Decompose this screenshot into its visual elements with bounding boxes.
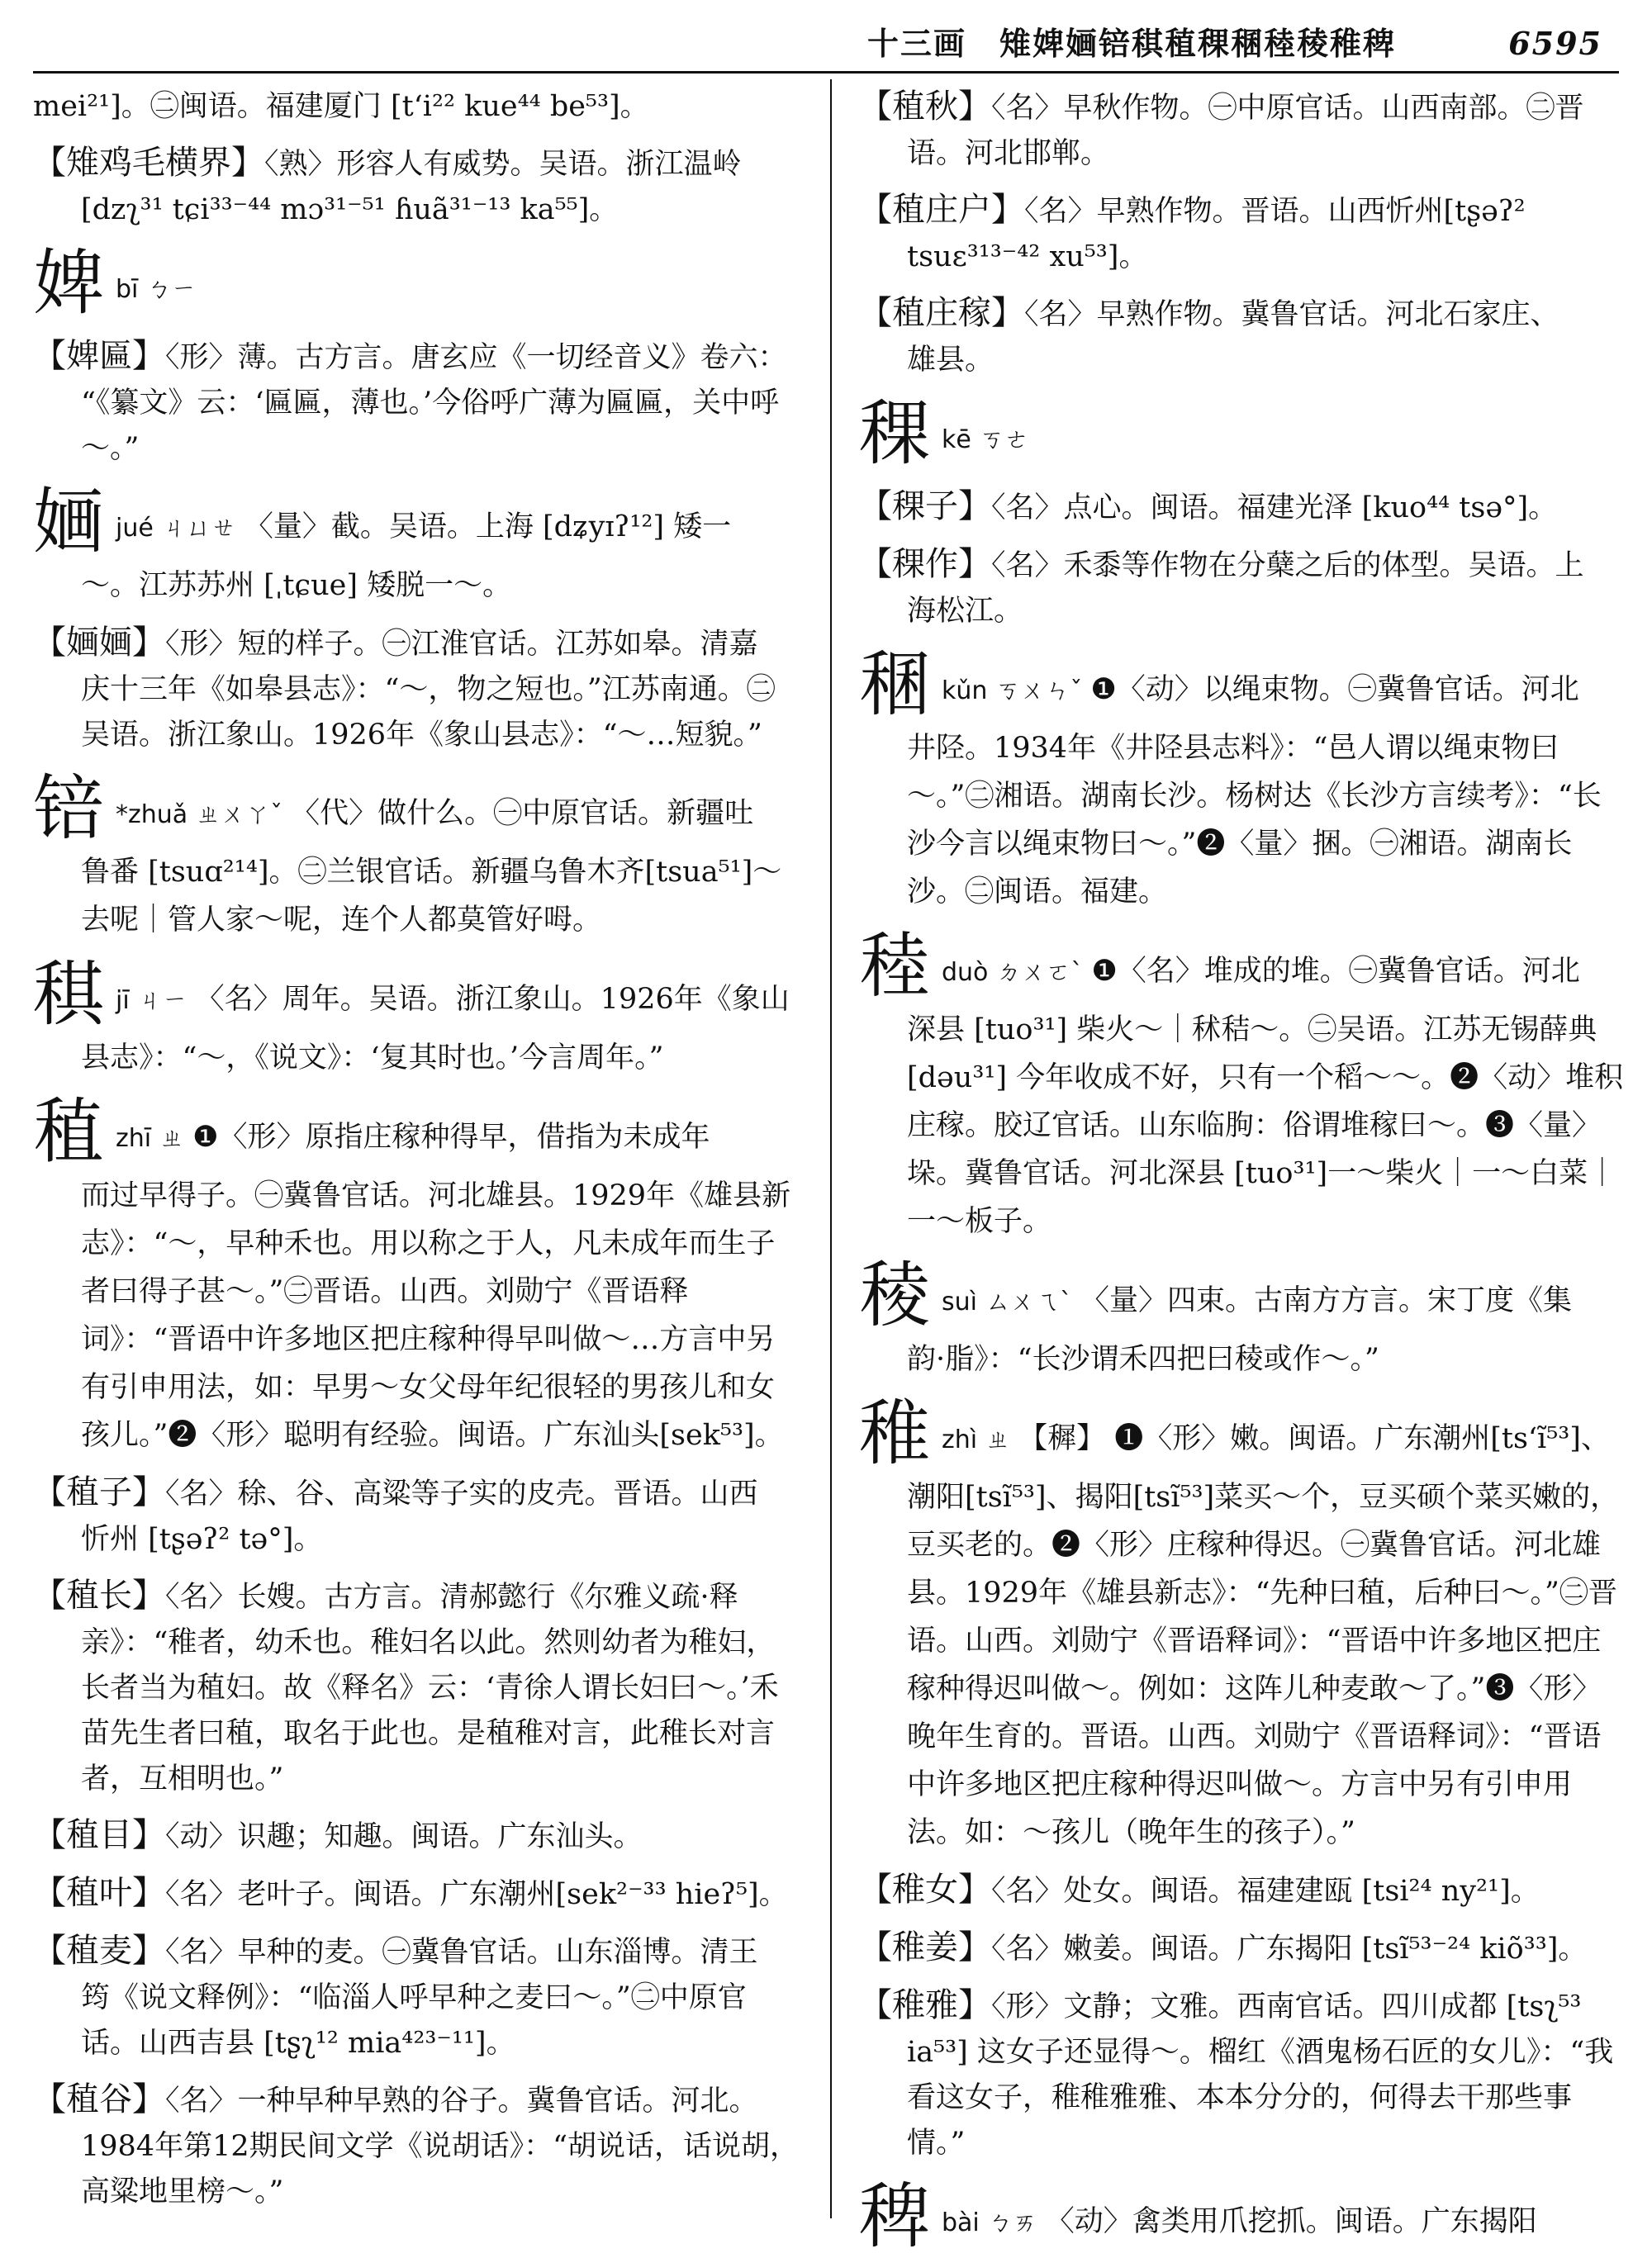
sub-entry [33, 140, 801, 233]
headword-character: 稛 [859, 643, 930, 726]
pinyin: jué [116, 514, 154, 543]
entry-definition: 〈名〉早熟作物。冀鲁官话。河北石家庄、 [1024, 298, 1559, 331]
entry-definition: ❶〈形〉原指庄稼种得早，借指为未成年 [192, 1121, 710, 1154]
entry-definition: 〈动〉禽类用爪挖抓。闽语。广东揭阳 [1045, 2205, 1537, 2238]
entry-continuation: 韵·脂》：“长沙谓禾四把曰稜或作～。” [907, 1343, 1379, 1376]
entry-continuation: ～。江苏苏州 [ˌtɕue] 矮脱一～。 [81, 569, 512, 602]
page-header [33, 17, 1619, 74]
entry-definition: 〈名〉早种的麦。㊀冀鲁官话。山东淄博。清王 [165, 1936, 758, 1969]
entry-definition: 〈名〉早熟作物。晋语。山西忻州[tʂəʔ² [1024, 195, 1526, 228]
zhuyin: ㄅㄧ [146, 275, 197, 304]
sub-entry [859, 484, 1627, 531]
zhuyin: ㄐㄧ [137, 986, 188, 1015]
sub-headword: 【 婳婳 】 [33, 624, 165, 662]
entry-definition: 〈量〉四束。古南方方言。宋丁度《集 [1080, 1284, 1572, 1317]
zhuyin: ㄎㄜ [979, 425, 1029, 454]
entry-continuation: tsuɛ³¹³⁻⁴² xu⁵³]。 [907, 240, 1148, 273]
headword-character: 稞 [859, 392, 930, 475]
sub-headword: 【 稙秋 】 [859, 88, 991, 126]
pinyin: duò [942, 958, 989, 987]
continued-text: mei²¹]。㊁闽语。福建厦门 [tʻi²² kue⁴⁴ be⁵³]。 [33, 90, 649, 123]
zhuyin: ㄓㄨㄚˇ [196, 800, 283, 829]
sub-headword: 【 稚女 】 [859, 1871, 991, 1909]
sub-entry [859, 291, 1627, 383]
sub-entry [33, 1470, 801, 1563]
char-entry [859, 1394, 1627, 1857]
sub-headword: 【 稚姜 】 [859, 1928, 991, 1966]
entry-definition: 〈名〉早秋作物。㊀中原官话。山西南部。㊁晋 [991, 92, 1584, 125]
sub-entry [33, 1573, 801, 1802]
sub-headword: 【 稙庄户 】 [859, 191, 1024, 229]
char-entry [859, 2177, 1627, 2256]
char-entry [33, 482, 801, 610]
sub-headword: 【 稙子 】 [33, 1473, 165, 1511]
entry-continuation: 而过早得子。㊀冀鲁官话。河北雄县。1929年《雄县新志》：“～，早种禾也。用以称之于人，凡未成年而生子者曰得子甚～。”㊁晋语。山西。刘勋宁《晋语释词》：“晋语中许多地区把庄稼种得早叫做～…方言中另有引申用法，如：早男～女父母年纪很轻的男孩儿和女孩儿。”❷〈形〉聪明有经验。闽语。广东汕头[sek⁵³]。 [81, 1179, 791, 1452]
pinyin: bī [116, 275, 139, 304]
entry-definition: 〈动〉识趣；知趣。闽语。广东汕头。 [165, 1820, 643, 1853]
headword-character: 稘 [33, 953, 104, 1036]
entry-definition: 〈名〉周年。吴语。浙江象山。1926年《象山 [195, 983, 790, 1016]
sub-entry [33, 620, 801, 758]
sub-headword: 【 稙庄稼 】 [859, 294, 1024, 332]
zhuyin: ㄉㄨㄛˋ [996, 958, 1084, 987]
char-entry [33, 769, 801, 944]
pinyin: kǔn [942, 676, 988, 705]
sub-entry [859, 1925, 1627, 1972]
headword-character: 稑 [859, 925, 930, 1008]
header-title: 十三画 雉婢婳锫稘稙稞稛稑稜稚稗 [866, 25, 1396, 62]
sub-entry [859, 542, 1627, 634]
zhuyin: ㄙㄨㄟˋ [985, 1288, 1072, 1316]
column-divider [830, 79, 832, 2218]
pinyin: zhì [942, 1425, 978, 1454]
sub-entry [33, 1928, 801, 2066]
entry-definition: 〈名〉老叶子。闽语。广东潮州[sek²⁻³³ hieʔ⁵]。 [165, 1878, 788, 1911]
headword-character: 锫 [33, 767, 104, 850]
char-entry [33, 244, 801, 323]
right-column [859, 84, 1627, 2258]
sub-entry [859, 1867, 1627, 1914]
entry-continuation: 亲》：“稚者，幼禾也。稚妇名以此。然则幼者为稚妇，长者当为稙妇。故《释名》云：‘青徐人谓长妇曰～。’禾苗先生者曰稙，取名于此也。是稙稚对言，此稚长对言者，互相明也。” [81, 1626, 779, 1795]
entry-definition: 〈形〉文静；文雅。西南官话。四川成都 [tsʅ⁵³ [991, 1990, 1582, 2023]
entry-definition: 〈熟〉形容人有威势。吴语。浙江温岭 [264, 148, 742, 181]
zhuyin: ㄓ [985, 1425, 1011, 1454]
sub-entry [33, 334, 801, 472]
entry-continuation: ia⁵³] 这女子还显得～。榴红《酒鬼杨石匠的女儿》：“我看这女子，稚稚雅雅、本本分分的，何得去干那些事情。” [907, 2036, 1614, 2160]
entry-continuation: 海松江。 [907, 595, 1023, 628]
char-entry [859, 645, 1627, 916]
entry-definition: 〈名〉一种早种早熟的谷子。冀鲁官话。河北。 [165, 2085, 758, 2118]
char-entry [33, 955, 801, 1082]
entry-continuation: 语。河北邯郸。 [907, 137, 1110, 170]
entry-continuation: 井陉。1934年《井陉县志料》：“邑人谓以绳束物曰～。”㊁湘语。湖南长沙。杨树达《长沙方言续考》：“长沙今言以绳束物曰～。”❷〈量〉捆。㊀湘语。湖南长沙。㊁闽语。福建。 [907, 732, 1602, 908]
char-entry [859, 394, 1627, 473]
entry-definition: 〈名〉稌、谷、高粱等子实的皮壳。晋语。山西 [165, 1478, 758, 1511]
entry-continuation: 筠《说文释例》：“临淄人呼早种之麦曰～。”㊁中原官话。山西吉县 [tʂʅ¹² mia⁴²³⁻¹¹]。 [81, 1981, 747, 2060]
entry-continuation: 鲁番 [tsuɑ²¹⁴]。㊁兰银官话。新疆乌鲁木齐[tsua⁵¹]～去呢｜管人家～呢，连个人都莫管好呣。 [81, 856, 782, 937]
headword-character: 稜 [859, 1255, 930, 1337]
sub-headword: 【 稙叶 】 [33, 1874, 165, 1912]
entry-definition: 〈名〉长嫂。古方言。清郝懿行《尔雅义疏·释 [165, 1581, 738, 1614]
headword-character: 稗 [859, 2175, 930, 2258]
zhuyin: ㄐㄩㄝ [161, 514, 236, 543]
entry-definition: ❶〈名〉堆成的堆。㊀冀鲁官话。河北 [1091, 955, 1580, 988]
sub-headword: 【 稙谷 】 [33, 2080, 165, 2118]
headword-character: 稚 [859, 1392, 930, 1475]
pinyin: jī [116, 986, 130, 1015]
headword-character: 稙 [33, 1091, 104, 1174]
entry-continuation: 县志》：“～，《说文》：‘复其时也。’今言周年。” [81, 1041, 664, 1074]
sub-entry [859, 1983, 1627, 2166]
entry-definition: 〈名〉处女。闽语。福建建瓯 [tsi²⁴ ny²¹]。 [991, 1875, 1540, 1908]
sub-headword: 【 稙目 】 [33, 1816, 165, 1854]
pinyin: suì [942, 1288, 977, 1316]
entry-continuation: 深县 [tuo³¹] 柴火～｜秫秸～。㊁吴语。江苏无锡薛典 [dəu³¹] 今年收成不好，只有一个稻～～。❷〈动〉堆积庄稼。胶辽官话。山东临朐：俗谓堆稼曰～。❸〈量〉垛。冀鲁官话。河北深县 [tuo³¹]一～柴火｜一～白菜｜一～板子。 [907, 1013, 1624, 1238]
char-entry [859, 927, 1627, 1245]
zhuyin: ㄅㄞ [987, 2208, 1037, 2237]
sub-entry [859, 84, 1627, 177]
sub-entry [859, 187, 1627, 280]
entry-definition: 〈名〉点心。闽语。福建光泽 [kuo⁴⁴ tsə°]。 [991, 491, 1558, 524]
sub-headword: 【 稞子 】 [859, 487, 991, 525]
entry-definition: 〈代〉做什么。㊀中原官话。新疆吐 [291, 797, 754, 830]
sub-headword: 【 稙长 】 [33, 1577, 165, 1615]
zhuyin: ㄎㄨㄣˇ [995, 676, 1083, 705]
sub-entry [33, 2077, 801, 2215]
sub-headword: 【 稞作 】 [859, 545, 991, 583]
entry-definition: 〈形〉薄。古方言。唐玄应《一切经音义》卷六： [165, 341, 787, 374]
entry-continuation: “《纂文》云：‘匾匾，薄也。’今俗呼广薄为匾匾，关中呼～。” [81, 387, 780, 465]
entry-definition: 【穉】 ❶〈形〉嫩。闽语。广东潮州[tsʻĩ⁵³]、 [1018, 1422, 1610, 1455]
entry-definition: ❶〈动〉以绳束物。㊀冀鲁官话。河北 [1090, 673, 1579, 706]
headword-character: 婢 [33, 242, 104, 325]
sub-headword: 【 稚雅 】 [859, 1986, 991, 2024]
char-entry [33, 1093, 801, 1459]
sub-headword: 【 婢匾 】 [33, 337, 165, 375]
pinyin: *zhuǎ [116, 800, 188, 829]
entry-continuation: 忻州 [tʂəʔ² tə°]。 [81, 1523, 323, 1556]
pinyin: bài [942, 2208, 980, 2237]
entry-continuation: [dzʅ³¹ tɕi³³⁻⁴⁴ mɔ³¹⁻⁵¹ ɦuã³¹⁻¹³ ka⁵⁵]。 [81, 193, 619, 226]
entry-definition: 〈名〉禾黍等作物在分蘖之后的体型。吴语。上 [991, 549, 1584, 582]
entry-definition: 〈形〉短的样子。㊀江淮官话。江苏如皋。清嘉 [165, 628, 758, 661]
entry-continuation: 雄县。 [907, 344, 995, 377]
entry-continuation: 潮阳[tsĩ⁵³]、揭阳[tsĩ⁵³]菜买～个，豆买硕个菜买嫩的，豆买老的。❷〈形〉庄稼种得迟。㊀冀鲁官话。河北雄县。1929年《雄县新志》：“先种曰稙，后种曰～。”㊁晋语。山西。刘勋宁《晋语释词》：“晋语中许多地区把庄稼种得迟叫做～。例如：这阵儿种麦敢～了。”❸〈形〉晚年生育的。晋语。山西。刘勋宁《晋语释词》：“晋语中许多地区把庄稼种得迟叫做～。方言中另有引申用法。如：～孩儿（晚年生的孩子）。” [907, 1481, 1620, 1849]
zhuyin: ㄓ [159, 1124, 185, 1153]
page-number: 6595 [1508, 25, 1602, 62]
entry-definition: 〈名〉嫩姜。闽语。广东揭阳 [tsĩ⁵³⁻²⁴ kiõ³³]。 [991, 1933, 1588, 1966]
entry-continuation: 庆十三年《如皋县志》：“～，物之短也。”江苏南通。㊁吴语。浙江象山。1926年《象山县志》：“～…短貌。” [81, 673, 776, 752]
sub-entry [33, 1871, 801, 1918]
char-entry [859, 1256, 1627, 1383]
entry-definition: 〈量〉截。吴语。上海 [dʑyɪʔ¹²] 矮一 [244, 510, 732, 543]
pinyin: zhī [116, 1124, 152, 1153]
pinyin: kē [942, 425, 971, 454]
sub-entry [33, 1813, 801, 1860]
headword-character: 婳 [33, 481, 104, 563]
sub-headword: 【 稙麦 】 [33, 1932, 165, 1970]
entry-continuation: 1984年第12期民间文学《说胡话》：“胡说话，话说胡，高粱地里榜～。” [81, 2130, 800, 2208]
left-column [33, 84, 801, 2215]
sub-headword: 【 雉鸡毛横界 】 [33, 144, 264, 182]
